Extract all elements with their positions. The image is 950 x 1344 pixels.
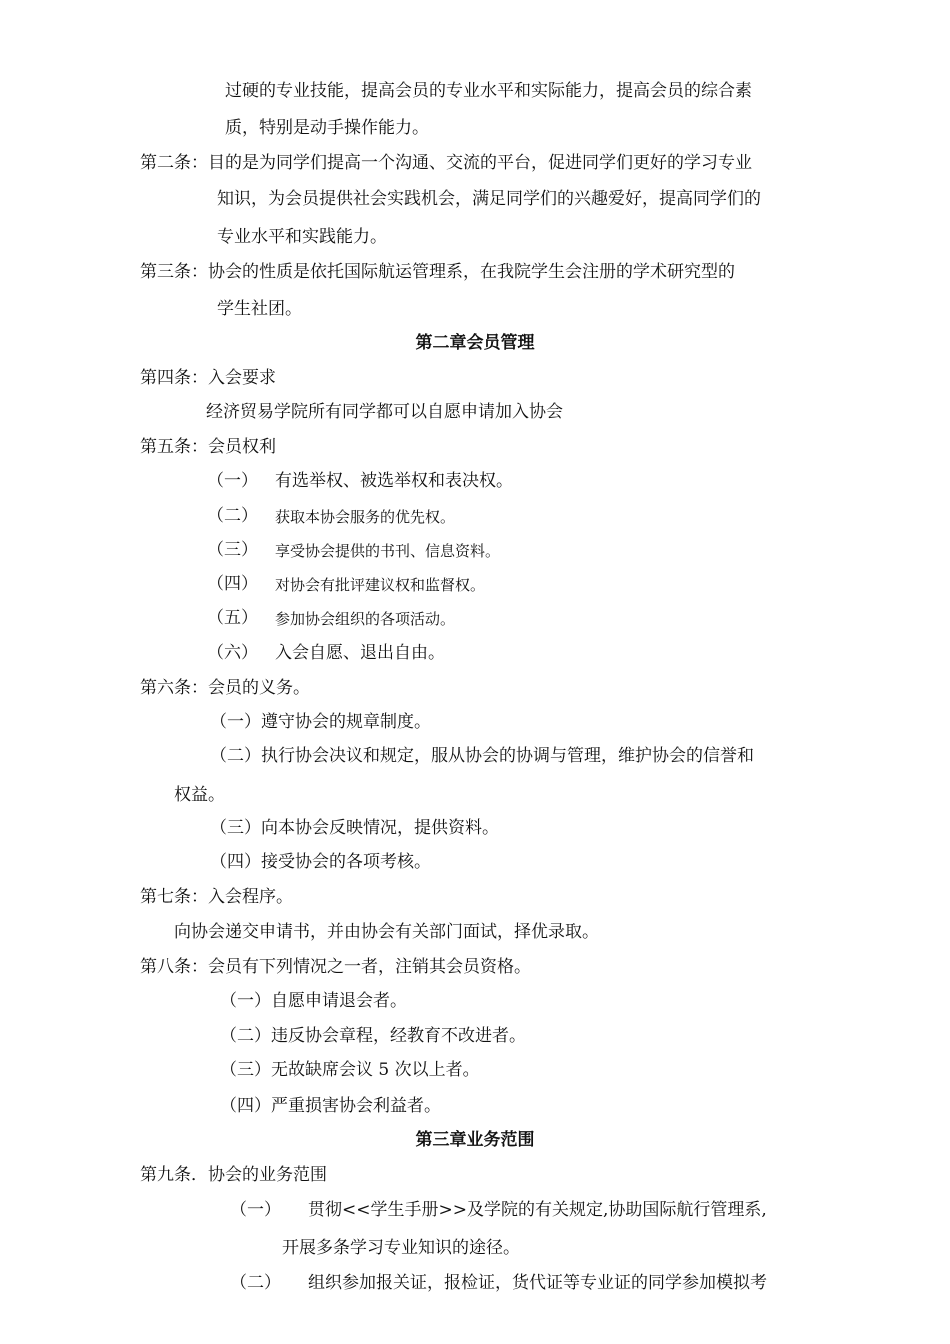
chapter-heading: 第二章会员管理 — [415, 333, 535, 353]
article-2: 第二条：目的是为同学们提高一个沟通、交流的平台，促进同学们更好的学习专业 — [140, 153, 752, 173]
article-4: 第四条：入会要求 — [140, 368, 276, 388]
article-5: 第五条：会员权利 — [140, 437, 276, 457]
list-item: （三）向本协会反映情况，提供资料。 — [210, 818, 499, 838]
text-line: 经济贸易学院所有同学都可以自愿申请加入协会 — [206, 402, 563, 422]
list-item: （一）遵守协会的规章制度。 — [210, 712, 431, 732]
list-marker: （二） — [207, 506, 258, 526]
article-7: 第七条：入会程序。 — [140, 887, 293, 907]
list-item: 入会自愿、退出自由。 — [275, 643, 445, 663]
article-9: 第九条．协会的业务范围 — [140, 1165, 327, 1185]
list-item: （四）接受协会的各项考核。 — [210, 852, 431, 872]
list-item: （二）违反协会章程，经教育不改进者。 — [220, 1026, 526, 1046]
list-marker: （一） — [207, 471, 258, 491]
text-line: 过硬的专业技能，提高会员的专业水平和实际能力，提高会员的综合素 — [225, 81, 752, 101]
list-marker: （六） — [207, 643, 258, 663]
article-6: 第六条：会员的义务。 — [140, 678, 310, 698]
list-item: （三）无故缺席会议 5 次以上者。 — [220, 1060, 480, 1080]
text-line: 质，特别是动手操作能力。 — [225, 118, 429, 138]
list-item: （四）严重损害协会利益者。 — [220, 1096, 441, 1116]
text-line: 专业水平和实践能力。 — [217, 227, 387, 247]
list-item: 有选举权、被选举权和表决权。 — [275, 471, 513, 491]
list-item: 对协会有批评建议权和监督权。 — [275, 576, 486, 594]
text-line: 学生社团。 — [217, 299, 302, 319]
list-item: 获取本协会服务的优先权。 — [275, 508, 456, 526]
list-item: （一）自愿申请退会者。 — [220, 991, 407, 1011]
chapter-heading: 第三章业务范围 — [415, 1130, 535, 1150]
text-line: 开展多条学习专业知识的途径。 — [282, 1238, 520, 1258]
text-line: 知识，为会员提供社会实践机会，满足同学们的兴趣爱好，提高同学们的 — [217, 189, 761, 209]
list-marker: （三） — [207, 540, 258, 560]
text-line: 向协会递交申请书，并由协会有关部门面试，择优录取。 — [174, 922, 599, 942]
list-item: 享受协会提供的书刊、信息资料。 — [275, 542, 501, 560]
text-line: 权益。 — [174, 785, 225, 805]
list-marker: （四） — [207, 574, 258, 594]
article-3: 第三条：协会的性质是依托国际航运管理系，在我院学生会注册的学术研究型的 — [140, 262, 735, 282]
list-item: （二）执行协会决议和规定，服从协会的协调与管理，维护协会的信誉和 — [210, 746, 754, 766]
article-8: 第八条：会员有下列情况之一者，注销其会员资格。 — [140, 957, 531, 977]
list-marker: （二） — [230, 1273, 281, 1293]
list-item: 组织参加报关证，报检证，货代证等专业证的同学参加模拟考 — [308, 1273, 767, 1293]
list-item: 参加协会组织的各项活动。 — [275, 610, 456, 628]
list-marker: （一） — [230, 1200, 281, 1220]
list-marker: （五） — [207, 608, 258, 628]
list-item: 贯彻<<学生手册>>及学院的有关规定,协助国际航行管理系, — [308, 1200, 767, 1220]
